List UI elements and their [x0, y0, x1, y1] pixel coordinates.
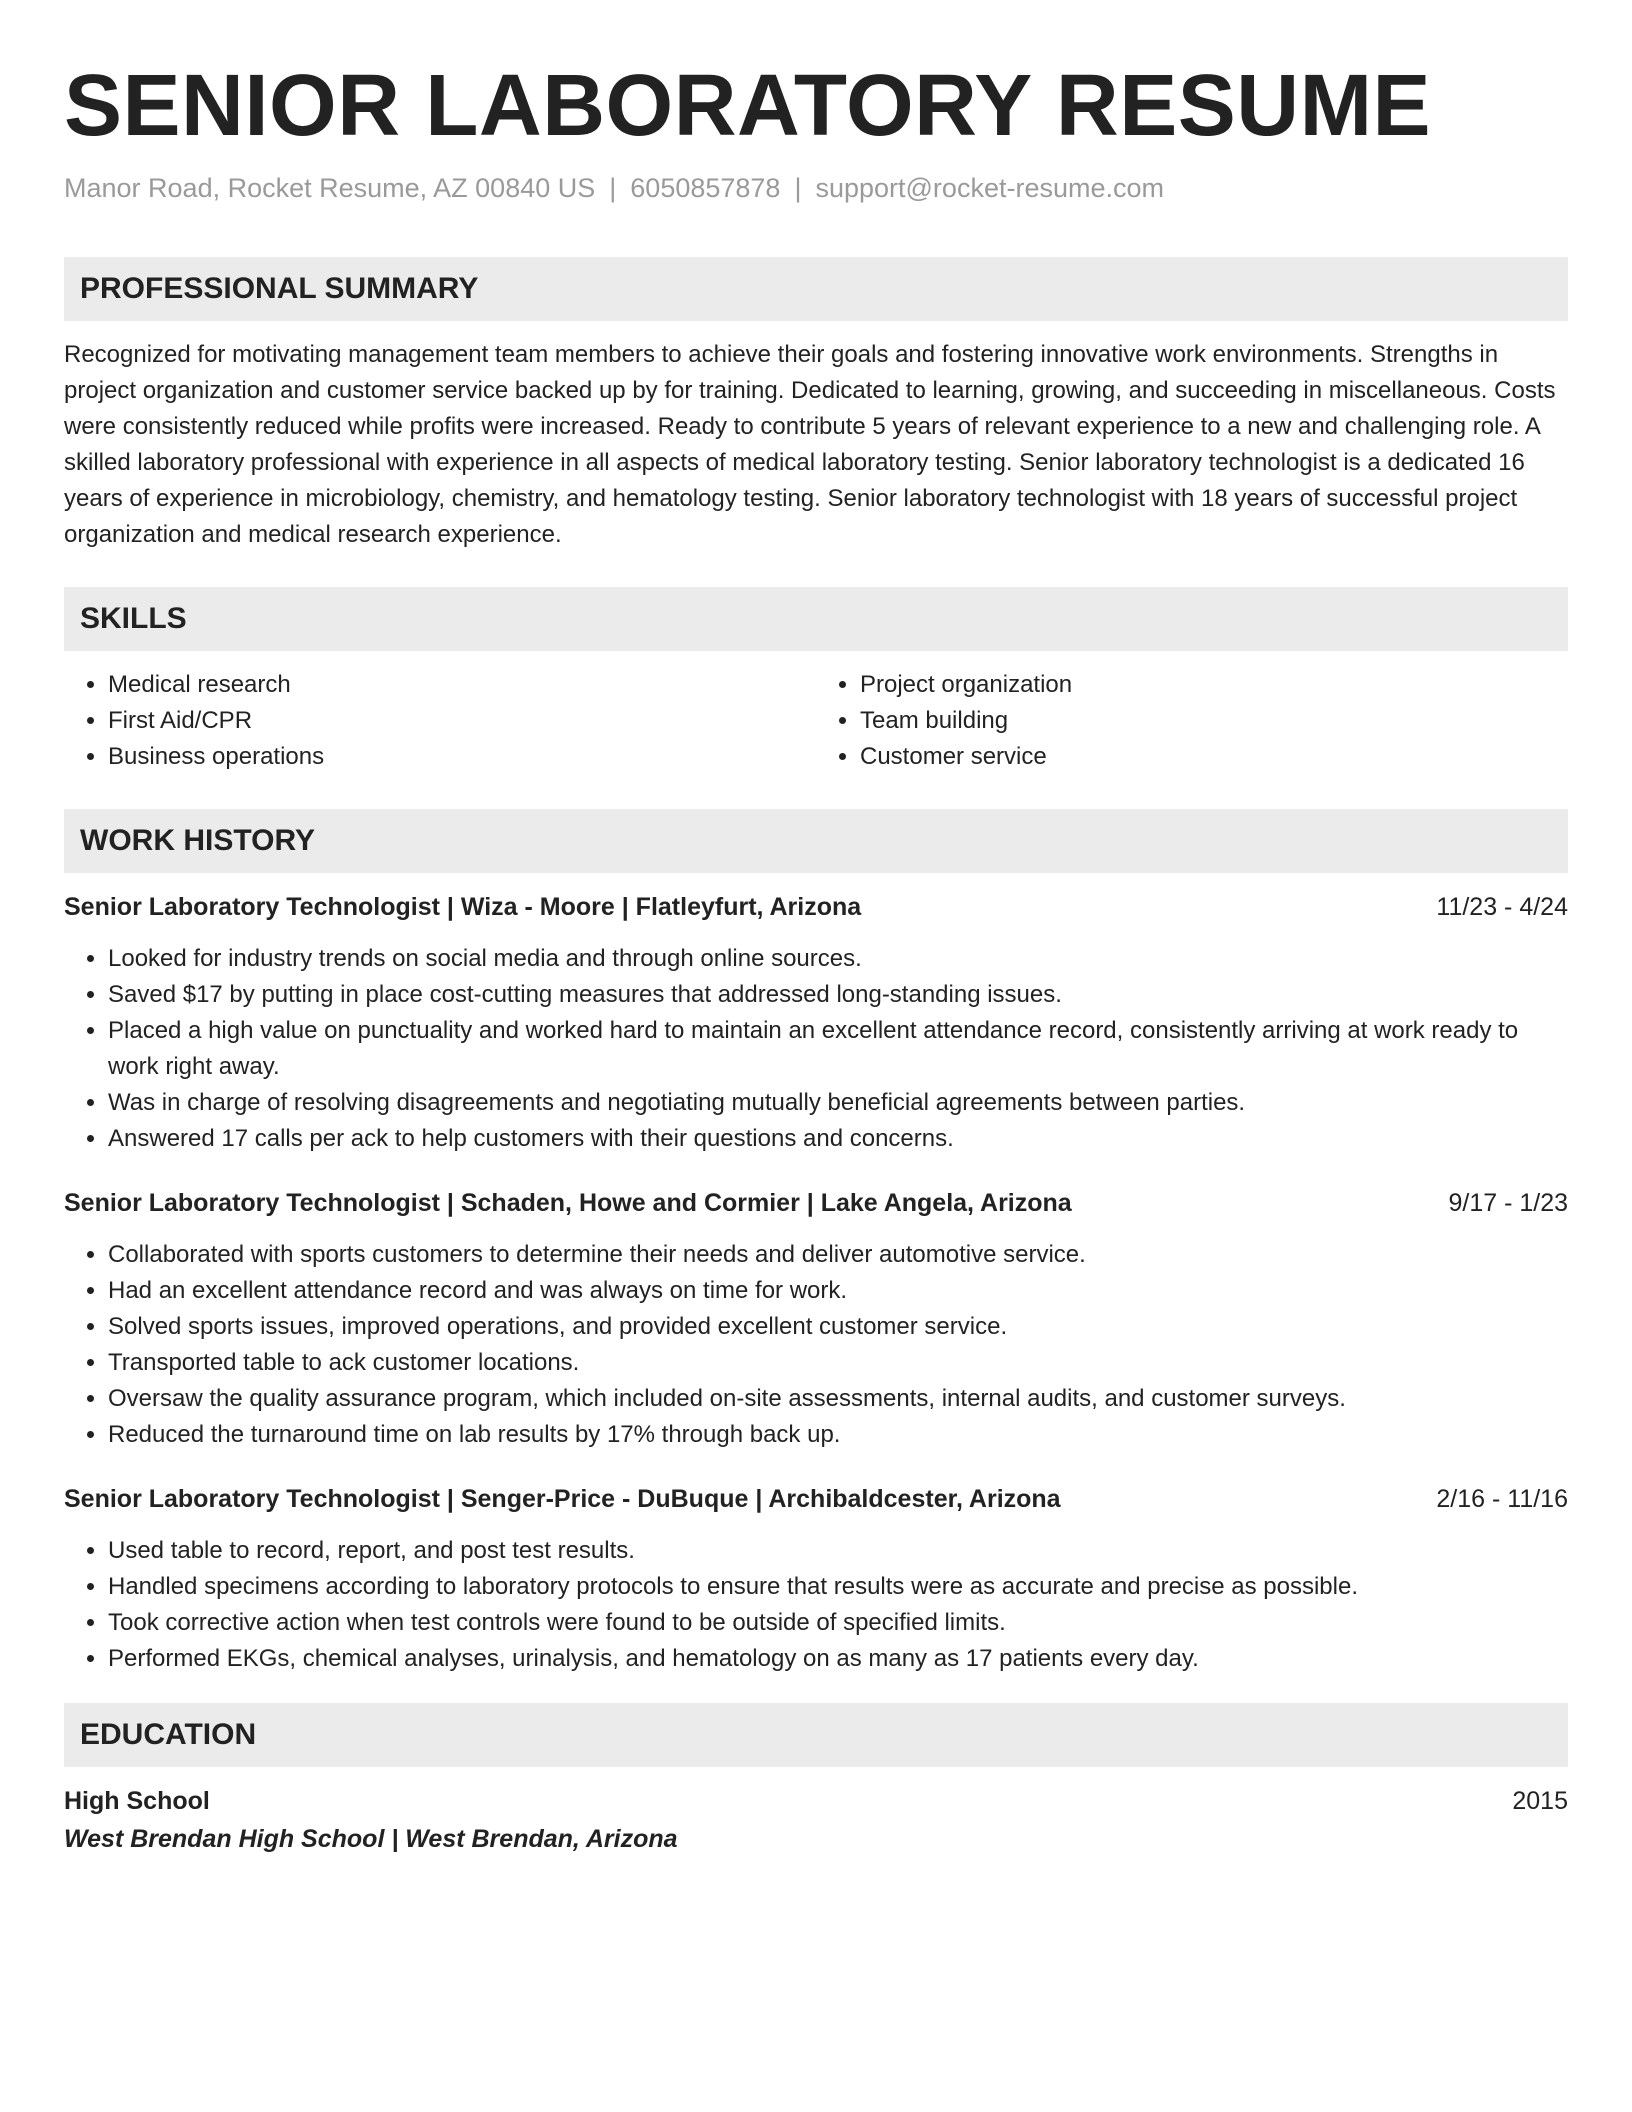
education-heading: EDUCATION [64, 1703, 1568, 1767]
job-bullets [64, 1237, 1568, 1453]
contact-address: Manor Road, Rocket Resume, AZ 00840 US [64, 173, 596, 203]
job-bullet: • Saved $17 by putting in place cost-cutting measures that addressed long-standing issues. [108, 977, 1568, 1013]
skill-item: • Medical research [108, 667, 816, 703]
job-dates: 9/17 - 1/23 [1448, 1189, 1568, 1217]
skill-item: • First Aid/CPR [108, 703, 816, 739]
summary-text: Recognized for motivating management team members to achieve their goals and fostering innovative work environments. Strengths in project organization and customer service backed up by for training. Dedicated to learning, growing, and succeeding in miscellaneous. Costs were consistently reduced while profits were increased. Ready to contribute 5 years of relevant experience to a new and challenging role. A skilled laboratory professional with experience in all aspects of medical laboratory testing. Senior laboratory technologist is a dedicated 16 years of experience in microbiology, chemistry, and hematology testing. Senior laboratory technologist with 18 years of successful project organization and medical research experience. [64, 341, 1556, 548]
job-bullet: • Transported table to ack customer locations. [108, 1345, 1568, 1381]
job-bullets [64, 1533, 1568, 1677]
contact-line [64, 170, 1568, 206]
education-header [64, 1783, 1568, 1819]
job-header [64, 1481, 1568, 1517]
job-header [64, 1185, 1568, 1221]
job-bullet: • Looked for industry trends on social media and through online sources. [108, 941, 1568, 977]
contact-separator: | [794, 173, 802, 203]
job-bullet: • Placed a high value on punctuality and worked hard to maintain an excellent attendance record, consistently arriving at work ready to work right away. [108, 1013, 1568, 1085]
job-title: Senior Laboratory Technologist | Wiza - Moore | Flatleyfurt, Arizona [64, 893, 862, 921]
education-school: West Brendan High School | West Brendan, Arizona [64, 1825, 678, 1853]
job-entry [64, 1481, 1568, 1677]
contact-separator: | [609, 173, 617, 203]
skills-heading: SKILLS [64, 587, 1568, 651]
skills-column-left [64, 667, 816, 775]
job-bullet: • Reduced the turnaround time on lab results by 17% through back up. [108, 1417, 1568, 1453]
job-bullets [64, 941, 1568, 1157]
summary-heading: PROFESSIONAL SUMMARY [64, 257, 1568, 321]
job-bullet: • Took corrective action when test controls were found to be outside of specified limits. [108, 1605, 1568, 1641]
work-history-heading: WORK HISTORY [64, 809, 1568, 873]
job-header [64, 889, 1568, 925]
job-bullet: • Collaborated with sports customers to determine their needs and deliver automotive service. [108, 1237, 1568, 1273]
education-entry [64, 1783, 1568, 1859]
job-dates: 2/16 - 11/16 [1436, 1485, 1568, 1513]
contact-phone: 6050857878 [630, 173, 781, 203]
skill-item: • Team building [860, 703, 1568, 739]
job-bullet: • Solved sports issues, improved operations, and provided excellent customer service. [108, 1309, 1568, 1345]
job-entry [64, 1185, 1568, 1453]
job-bullet: • Oversaw the quality assurance program, which included on-site assessments, internal audits, and customer surveys. [108, 1381, 1568, 1417]
job-dates: 11/23 - 4/24 [1436, 893, 1568, 921]
job-title: Senior Laboratory Technologist | Schaden, Howe and Cormier | Lake Angela, Arizona [64, 1189, 1072, 1217]
contact-email: support@rocket-resume.com [815, 173, 1164, 203]
resume-title: SENIOR LABORATORY RESUME [64, 57, 1432, 154]
skills-grid [64, 667, 1568, 775]
skill-item: • Business operations [108, 739, 816, 775]
job-entry [64, 889, 1568, 1157]
education-degree: High School [64, 1787, 210, 1815]
skills-column-right [816, 667, 1568, 775]
job-bullet: • Was in charge of resolving disagreements and negotiating mutually beneficial agreements between parties. [108, 1085, 1568, 1121]
skill-item: • Customer service [860, 739, 1568, 775]
education-year: 2015 [1512, 1787, 1568, 1815]
job-bullet: • Handled specimens according to laboratory protocols to ensure that results were as accurate and precise as possible. [108, 1569, 1568, 1605]
job-bullet: • Used table to record, report, and post test results. [108, 1533, 1568, 1569]
job-bullet: • Performed EKGs, chemical analyses, urinalysis, and hematology on as many as 17 patients every day. [108, 1641, 1568, 1677]
job-bullet: • Answered 17 calls per ack to help customers with their questions and concerns. [108, 1121, 1568, 1157]
job-title: Senior Laboratory Technologist | Senger-Price - DuBuque | Archibaldcester, Arizona [64, 1485, 1061, 1513]
skill-item: • Project organization [860, 667, 1568, 703]
job-bullet: • Had an excellent attendance record and was always on time for work. [108, 1273, 1568, 1309]
